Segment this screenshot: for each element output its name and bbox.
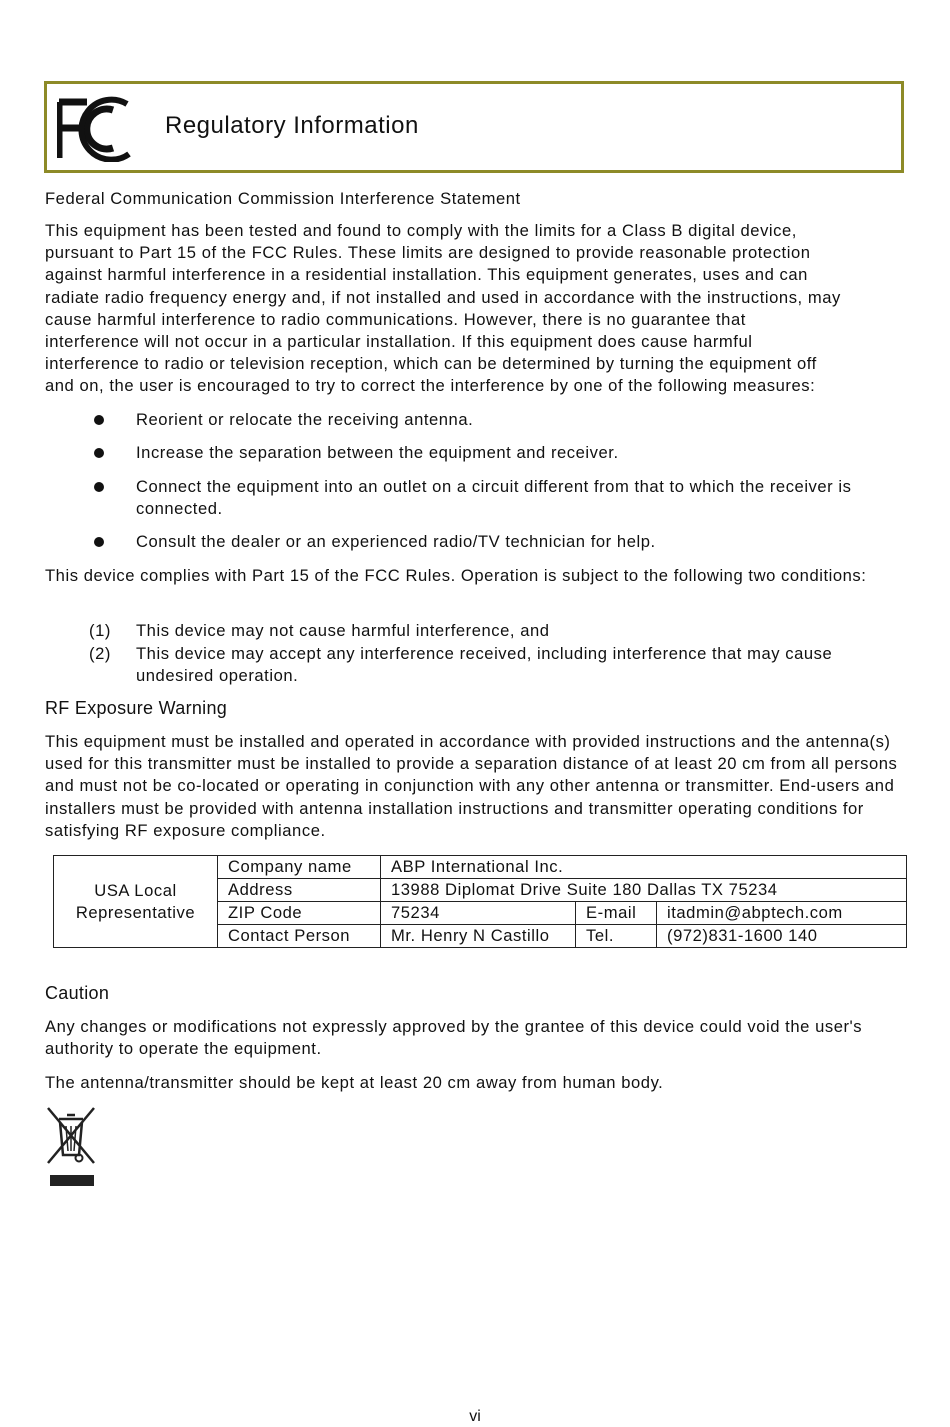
contact-label: Contact Person xyxy=(218,925,381,948)
address-value: 13988 Diplomat Drive Suite 180 Dallas TX 75234 xyxy=(381,879,907,902)
caution-heading: Caution xyxy=(45,983,110,1003)
address-label: Address xyxy=(218,879,381,902)
fcc-intro-line: This equipment has been tested and found to comply with the limits for a Class B digital device, xyxy=(45,221,797,240)
fcc-intro-line: and on, the user is encouraged to try to correct the interference by one of the following measures: xyxy=(45,376,816,395)
crossed-out-wheelie-bin-icon xyxy=(45,1105,97,1189)
representative-table xyxy=(53,855,907,948)
bullet-icon xyxy=(94,482,104,492)
page-number: vi xyxy=(469,1408,481,1425)
bullet-icon xyxy=(94,415,104,425)
caution-text: Any changes or modifications not expressly approved by the grantee of this device could void the user's authority to operate the equipment. xyxy=(45,1017,863,1059)
antenna-text: The antenna/transmitter should be kept at least 20 cm away from human body. xyxy=(45,1073,664,1092)
tel-value: (972)831-1600 140 xyxy=(657,925,907,948)
tel-label: Tel. xyxy=(576,925,657,948)
rep-label: USA Local Representative xyxy=(54,856,218,948)
zip-value: 75234 xyxy=(381,902,576,925)
page-title: Regulatory Information xyxy=(165,112,419,139)
fcc-heading: Federal Communication Commission Interference Statement xyxy=(45,189,521,208)
email-label: E-mail xyxy=(576,902,657,925)
fcc-logo-icon xyxy=(57,96,137,162)
bullet-icon xyxy=(94,448,104,458)
bullet-icon xyxy=(94,537,104,547)
fcc-intro-line: pursuant to Part 15 of the FCC Rules. These limits are designed to provide reasonable protection xyxy=(45,243,811,262)
fcc-intro-line: against harmful interference in a residential installation. This equipment generates, uses and can xyxy=(45,265,808,284)
fcc-intro-line: radiate radio frequency energy and, if not installed and used in accordance with the instructions, may xyxy=(45,288,841,307)
company-value: ABP International Inc. xyxy=(381,856,907,879)
zip-label: ZIP Code xyxy=(218,902,381,925)
fcc-intro-line: interference will not occur in a particular installation. If this equipment does cause harmful xyxy=(45,332,753,351)
email-value: itadmin@abptech.com xyxy=(657,902,907,925)
fcc-intro-line: cause harmful interference to radio communications. However, there is no guarantee that xyxy=(45,310,746,329)
rf-heading: RF Exposure Warning xyxy=(45,698,228,718)
contact-value: Mr. Henry N Castillo xyxy=(381,925,576,948)
rf-text: This equipment must be installed and operated in accordance with provided instructions and the antenna(s) used for this transmitter must be installed to provide a separation distance of at least 20 cm from all persons and must not be co-located or operating in conjunction with any other antenna or transmitter. End-users and installers must be provided with antenna installation instructions and transmitter operating conditions for satisfying RF exposure compliance. xyxy=(45,732,898,840)
compliance-text: This device complies with Part 15 of the FCC Rules. Operation is subject to the following two conditions: xyxy=(45,566,867,585)
regulatory-header xyxy=(44,81,904,173)
company-label: Company name xyxy=(218,856,381,879)
fcc-intro-line: interference to radio or television reception, which can be determined by turning the equipment off xyxy=(45,354,817,373)
